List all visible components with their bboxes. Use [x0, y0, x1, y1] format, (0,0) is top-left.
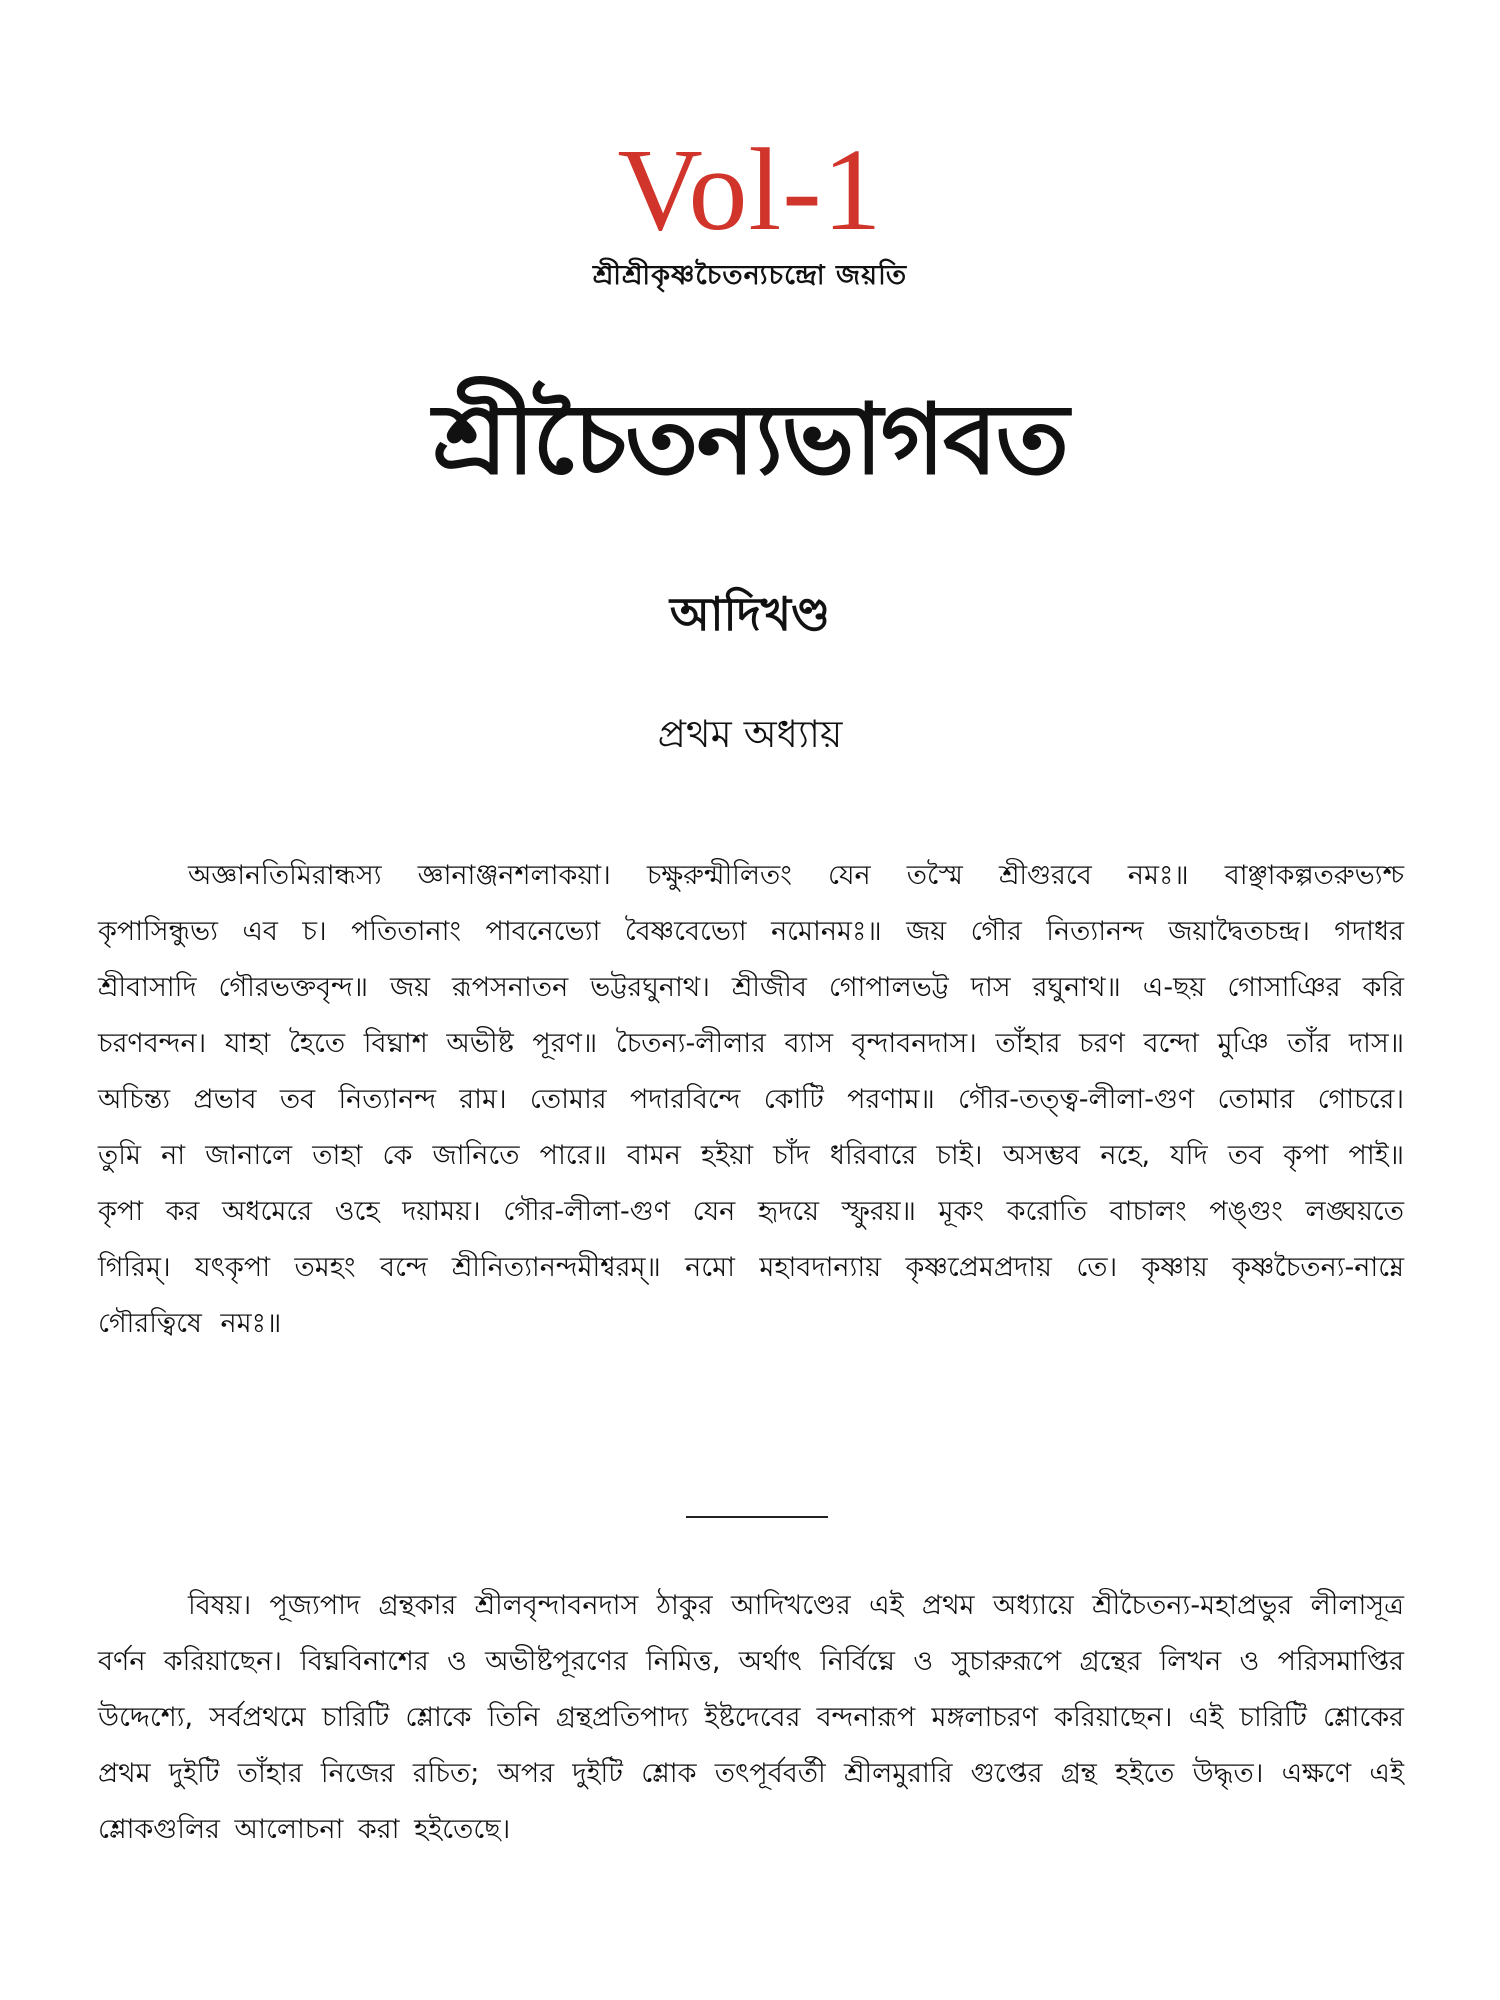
- chapter-heading: প্রথম অধ্যায়: [657, 712, 843, 756]
- section-divider: [686, 1516, 828, 1518]
- khanda-heading: আদিখণ্ড: [669, 587, 831, 641]
- book-title: শ্রীচৈতন্যভাগবত: [432, 383, 1068, 497]
- chapter-summary-paragraph: বিষয়। পূজ্যপাদ গ্রন্থকার শ্রীলবৃন্দাবনদাস ঠাকুর আদিখণ্ডের এই প্রথম অধ্যায়ে শ্রীচৈতন্য-মহাপ্রভুর লীলাসূত্র বর্ণন করিয়াছেন। বিঘ্নবিনাশের ও অভীষ্টপূরণের নিমিত্ত, অর্থাৎ নির্বিঘ্নে ও সুচারুরূপে গ্রন্থের লিখন ও পরিসমাপ্তির উদ্দেশ্যে, সর্বপ্রথমে চারিটি শ্লোকে তিনি গ্রন্থপ্রতিপাদ্য ইষ্টদেবের বন্দনারূপ মঙ্গলাচরণ করিয়াছেন। এই চারিটি শ্লোকের প্রথম দুইটি তাঁহার নিজের রচিত; অপর দুইটি শ্লোক তৎপূর্ববর্তী শ্রীলমুরারি গুপ্তের গ্রন্থ হইতে উদ্ধৃত। এক্ষণে এই শ্লোকগুলির আলোচনা করা হইতেছে।: [98, 1590, 1404, 1845]
- volume-label: Vol-1: [617, 124, 883, 255]
- invocation-line: শ্রীশ্রীকৃষ্ণচৈতন্যচন্দ্রো জয়তি: [592, 260, 908, 291]
- invocation-verses-paragraph: অজ্ঞানতিমিরান্ধস্য জ্ঞানাঞ্জনশলাকয়া। চক্ষুরুন্মীলিতং যেন তস্মৈ শ্রীগুরবে নমঃ॥ বাঞ্ছাকল্পতরুভ্যশ্চ কৃপাসিন্ধুভ্য এব চ। পতিতানাং পাবনেভ্যো বৈষ্ণবেভ্যো নমোনমঃ॥ জয় গৌর নিত্যানন্দ জয়াদ্বৈতচন্দ্র। গদাধর শ্রীবাসাদি গৌরভক্তবৃন্দ॥ জয় রূপসনাতন ভট্টরঘুনাথ। শ্রীজীব গোপালভট্ট দাস রঘুনাথ॥ এ-ছয় গোসাঞির করি চরণবন্দন। যাহা হৈতে বিঘ্নাশ অভীষ্ট পূরণ॥ চৈতন্য-লীলার ব্যাস বৃন্দাবনদাস। তাঁহার চরণ বন্দো মুঞি তাঁর দাস॥ অচিন্ত্য প্রভাব তব নিত্যানন্দ রাম। তোমার পদারবিন্দে কোটি পরণাম॥ গৌর-তত্ত্ব-লীলা-গুণ তোমার গোচরে। তুমি না জানালে তাহা কে জানিতে পারে॥ বামন হইয়া চাঁদ ধরিবারে চাই। অসম্ভব নহে, যদি তব কৃপা পাই॥ কৃপা কর অধমেরে ওহে দয়াময়। গৌর-লীলা-গুণ যেন হৃদয়ে স্ফুরয়॥ মূকং করোতি বাচালং পঙ্গুং লঙ্ঘয়তে গিরিম্। যৎকৃপা তমহং বন্দে শ্রীনিত্যানন্দমীশ্বরম্॥ নমো মহাবদান্যায় কৃষ্ণপ্রেমপ্রদায় তে। কৃষ্ণায় কৃষ্ণচৈতন্য-নাম্নে গৌরত্বিষে নমঃ॥: [98, 860, 1404, 1339]
